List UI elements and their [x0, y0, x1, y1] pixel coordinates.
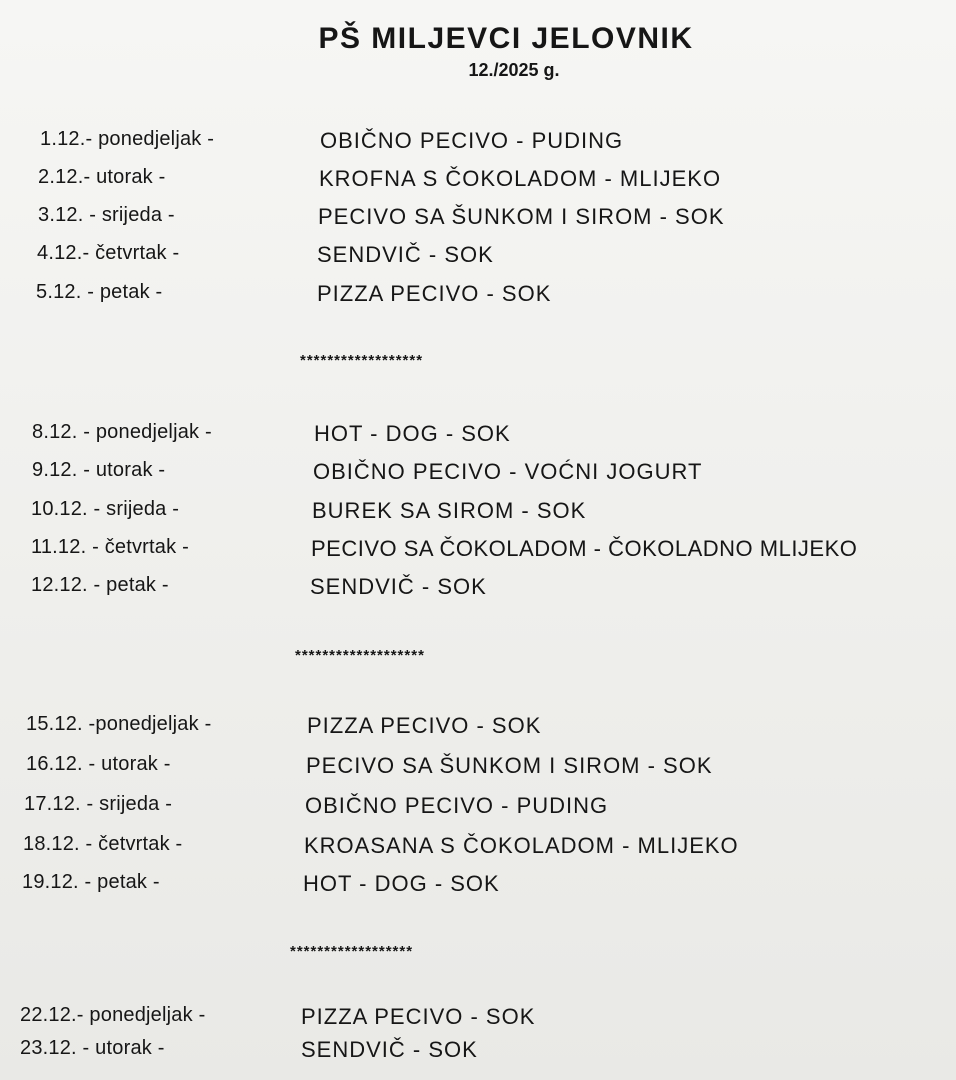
meal-label: PIZZA PECIVO - SOK — [317, 281, 552, 306]
menu-row — [0, 1004, 956, 1038]
meal-label: PECIVO SA ŠUNKOM I SIROM - SOK — [306, 753, 713, 778]
menu-row — [0, 871, 956, 905]
section-separator: ******************* — [295, 647, 425, 664]
menu-row — [0, 242, 956, 276]
day-label: 1.12.- ponedjeljak - — [40, 128, 215, 150]
meal-label: KROFNA S ČOKOLADOM - MLIJEKO — [319, 166, 722, 191]
day-label: 9.12. - utorak - — [32, 459, 166, 481]
day-label: 5.12. - petak - — [36, 281, 163, 303]
meal-label: BUREK SA SIROM - SOK — [312, 498, 587, 523]
menu-row — [0, 574, 956, 608]
day-label: 22.12.- ponedjeljak - — [20, 1004, 206, 1026]
menu-row — [0, 421, 956, 455]
meal-label: PIZZA PECIVO - SOK — [307, 713, 542, 738]
meal-label: SENDVIČ - SOK — [310, 574, 487, 599]
day-label: 15.12. -ponedjeljak - — [26, 713, 212, 735]
meal-label: HOT - DOG - SOK — [314, 421, 511, 446]
menu-row — [0, 1037, 956, 1071]
meal-label: OBIČNO PECIVO - VOĆNI JOGURT — [313, 459, 703, 484]
day-label: 23.12. - utorak - — [20, 1037, 165, 1059]
menu-row — [0, 793, 956, 827]
day-label: 18.12. - četvrtak - — [23, 833, 183, 855]
menu-row — [0, 128, 956, 162]
meal-label: PIZZA PECIVO - SOK — [301, 1004, 536, 1029]
day-label: 10.12. - srijeda - — [31, 498, 180, 520]
day-label: 8.12. - ponedjeljak - — [32, 421, 212, 443]
day-label: 16.12. - utorak - — [26, 753, 171, 775]
menu-row — [0, 498, 956, 532]
meal-label: OBIČNO PECIVO - PUDING — [305, 793, 609, 818]
meal-label: PECIVO SA ČOKOLADOM - ČOKOLADNO MLIJEKO — [311, 536, 858, 561]
meal-label: PECIVO SA ŠUNKOM I SIROM - SOK — [318, 204, 725, 229]
meal-label: KROASANA S ČOKOLADOM - MLIJEKO — [304, 833, 739, 858]
menu-row — [0, 459, 956, 493]
day-label: 3.12. - srijeda - — [38, 204, 175, 226]
day-label: 17.12. - srijeda - — [24, 793, 173, 815]
menu-subtitle: 12./2025 g. — [468, 60, 560, 80]
menu-row — [0, 281, 956, 315]
meal-label: SENDVIČ - SOK — [317, 242, 494, 267]
day-label: 4.12.- četvrtak - — [37, 242, 180, 264]
meal-label: HOT - DOG - SOK — [303, 871, 500, 896]
day-label: 11.12. - četvrtak - — [31, 536, 189, 558]
menu-row — [0, 166, 956, 200]
meal-label: SENDVIČ - SOK — [301, 1037, 478, 1062]
section-separator: ****************** — [300, 352, 424, 369]
menu-row — [0, 753, 956, 787]
section-separator: ****************** — [290, 943, 414, 960]
day-label: 12.12. - petak - — [31, 574, 169, 596]
menu-row — [0, 204, 956, 238]
menu-row — [0, 536, 956, 570]
day-label: 19.12. - petak - — [22, 871, 160, 893]
meal-label: OBIČNO PECIVO - PUDING — [320, 128, 624, 153]
menu-row — [0, 833, 956, 867]
day-label: 2.12.- utorak - — [38, 166, 166, 188]
menu-row — [0, 713, 956, 747]
menu-title: PŠ MILJEVCI JELOVNIK — [318, 22, 694, 55]
